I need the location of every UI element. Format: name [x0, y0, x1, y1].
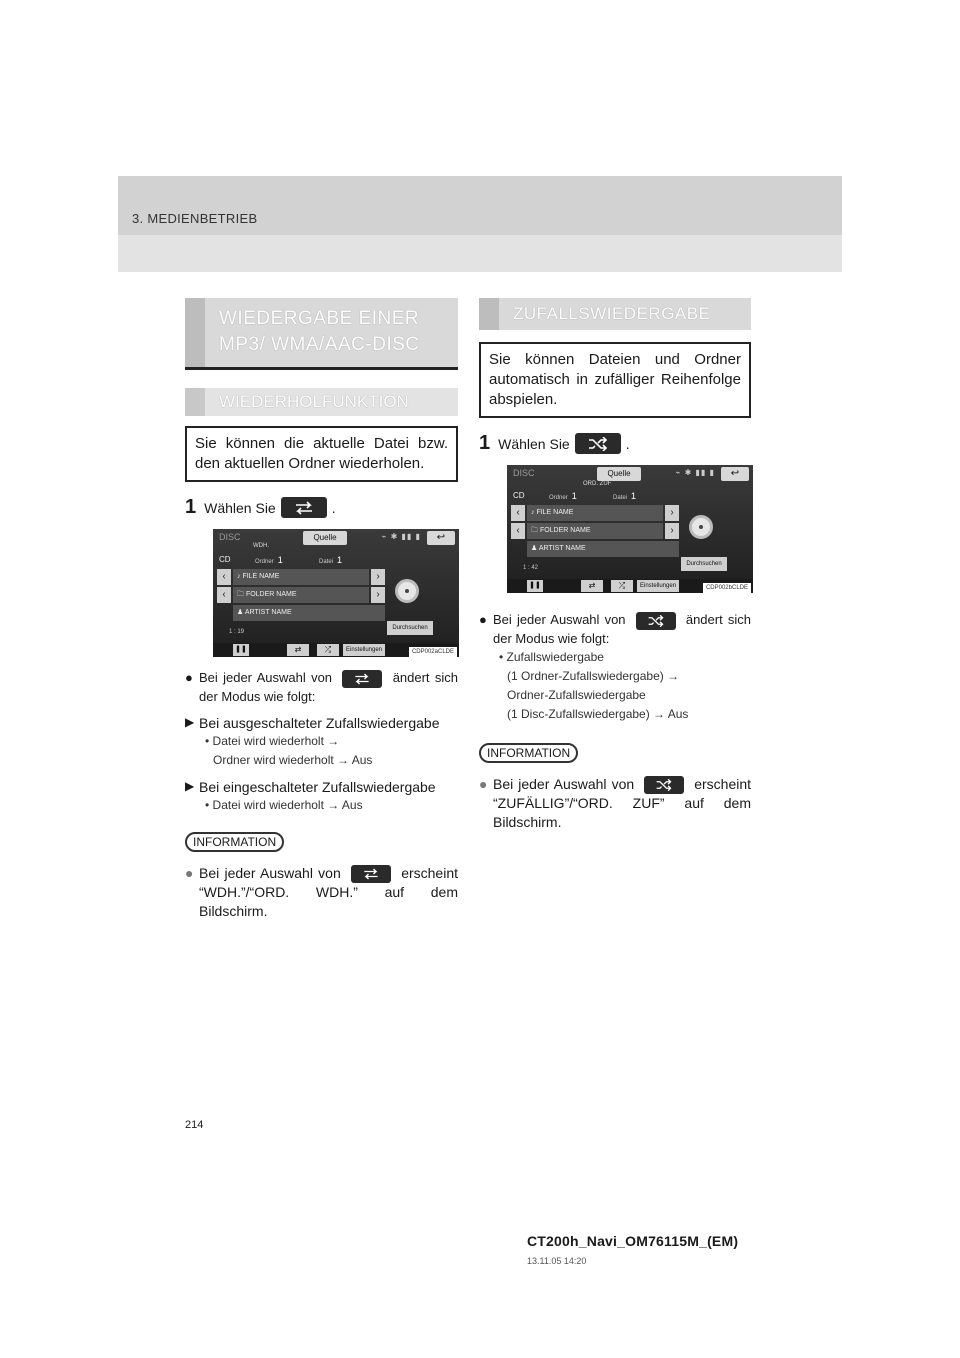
screen-pause-button: ❚❚	[233, 644, 249, 656]
page-header	[118, 176, 842, 272]
repeat-icon	[281, 497, 327, 518]
intro-box: Sie können Dateien und Ordner automatisch in zufälliger Reihenfolge abspielen.	[479, 342, 751, 418]
screen-back-button: ↩	[721, 467, 749, 481]
screen-repeat-button: ⇄	[581, 580, 603, 592]
screen-status-icons: ⌁ ✱ ▮▮ ▮	[381, 532, 421, 541]
subsection-title: WIEDERHOLFUNKTION	[219, 392, 409, 411]
figure-code: CDP002bCLDE	[703, 583, 751, 593]
info-label: INFORMATION	[479, 743, 578, 763]
case-shuffle-off: ▶ Bei ausgeschalteter Zufallswiedergabe	[185, 714, 440, 731]
disc-icon	[395, 579, 419, 603]
screen-folder-row: ‹ 🗀 FOLDER NAME ›	[511, 523, 679, 539]
list-line2: (1 Ordner-Zufallswiedergabe) →	[507, 668, 680, 683]
mode-change-note: ● Bei jeder Auswahl von ändert sich der Modus wie folgt:	[479, 612, 751, 646]
step-number: 1	[479, 432, 491, 454]
screen-file-number: Datei 1	[319, 555, 343, 565]
screen-search-button: Durchsuchen	[681, 557, 727, 571]
screen-cd-label: CD	[513, 491, 525, 500]
screen-back-button: ↩	[427, 531, 455, 545]
triangle-icon: ▶	[185, 778, 195, 793]
screen-mode-label: WDH.	[253, 543, 269, 549]
step-text: Wählen Sie	[204, 499, 276, 516]
step-1	[185, 496, 458, 519]
section-title: WIEDERGABE EINER MP3/ WMA/AAC-DISC	[219, 308, 420, 355]
list-line1: • Zufallswiedergabe	[499, 649, 604, 664]
right-column	[479, 298, 751, 832]
document-id: CT200h_Navi_OM76115M_(EM)	[527, 1233, 739, 1249]
screen-artist-row: ♟ ARTIST NAME	[217, 605, 385, 621]
step-text: Wählen Sie	[498, 435, 570, 452]
screen-mode-label: ORD. ZUF	[583, 481, 612, 487]
step-number: 1	[185, 496, 197, 518]
screen-file-row: ‹ ♪ FILE NAME ›	[217, 569, 385, 585]
case1-line2: Ordner wird wiederholt → Aus	[213, 752, 373, 767]
print-date: 13.11.05 14:20	[527, 1256, 587, 1266]
screen-time: 1 : 42	[523, 565, 539, 571]
screen-file-row: ‹ ♪ FILE NAME ›	[511, 505, 679, 521]
screen-pause-button: ❚❚	[527, 580, 543, 592]
section-header-mp3	[185, 298, 458, 370]
screen-source-button: Quelle	[597, 467, 641, 481]
screen-artist-row: ♟ ARTIST NAME	[511, 541, 679, 557]
screen-disc-label: DISC	[513, 468, 535, 478]
shuffle-icon	[644, 776, 684, 794]
list-line4: (1 Disc-Zufallswiedergabe) → Aus	[507, 706, 689, 721]
screen-capture-shuffle	[507, 465, 753, 593]
case1-line1: • Datei wird wiederholt →	[205, 733, 340, 748]
section-title: ZUFALLSWIEDERGABE	[513, 304, 711, 323]
screen-source-button: Quelle	[303, 531, 347, 545]
screen-time: 1 : 19	[229, 629, 245, 635]
info-note: ● Bei jeder Auswahl von erscheint “WDH.”/“ORD. WDH.” auf dem Bildschirm.	[185, 864, 458, 919]
step-end: .	[625, 435, 630, 452]
repeat-icon	[342, 670, 382, 688]
screen-folder-row: ‹ 🗀 FOLDER NAME ›	[217, 587, 385, 603]
info-label: INFORMATION	[185, 832, 284, 852]
screen-disc-label: DISC	[219, 532, 241, 542]
screen-file-number: Datei 1	[613, 491, 637, 501]
screen-folder-number: Ordner 1	[255, 555, 283, 565]
screen-shuffle-button: ⤮	[317, 644, 339, 656]
screen-settings-button: Einstellungen	[637, 580, 679, 592]
screen-search-button: Durchsuchen	[387, 621, 433, 635]
screen-folder-number: Ordner 1	[549, 491, 577, 501]
chapter-title: 3. MEDIENBETRIEB	[132, 211, 258, 226]
intro-box: Sie können die aktuelle Datei bzw. den aktuellen Ordner wiederholen.	[185, 426, 458, 482]
screen-settings-button: Einstellungen	[343, 644, 385, 656]
case-shuffle-on: ▶ Bei eingeschalteter Zufallswiedergabe	[185, 778, 436, 795]
screen-capture-repeat	[213, 529, 459, 657]
triangle-icon: ▶	[185, 714, 195, 729]
figure-code: CDP002aCLDE	[409, 647, 457, 657]
section-header-shuffle	[479, 298, 751, 330]
header-top-band	[118, 176, 842, 235]
step-1	[479, 432, 751, 455]
screen-cd-label: CD	[219, 555, 231, 564]
list-line3: Ordner-Zufallswiedergabe	[507, 687, 646, 702]
repeat-icon	[351, 865, 391, 883]
shuffle-icon	[636, 612, 676, 630]
screen-shuffle-button: ⤮	[611, 580, 633, 592]
shuffle-icon	[575, 433, 621, 454]
disc-icon	[689, 515, 713, 539]
page-number: 214	[185, 1119, 204, 1131]
left-column	[185, 298, 458, 921]
screen-repeat-button: ⇄	[287, 644, 309, 656]
step-end: .	[331, 499, 336, 516]
case2-line1: • Datei wird wiederholt → Aus	[205, 797, 363, 812]
subsection-header-repeat	[185, 388, 458, 416]
mode-change-note: ● Bei jeder Auswahl von ändert sich der Modus wie folgt:	[185, 670, 458, 704]
info-note: ● Bei jeder Auswahl von erscheint “ZUFÄLLIG”/“ORD. ZUF” auf dem Bildschirm.	[479, 775, 752, 830]
screen-status-icons: ⌁ ✱ ▮▮ ▮	[675, 468, 715, 477]
